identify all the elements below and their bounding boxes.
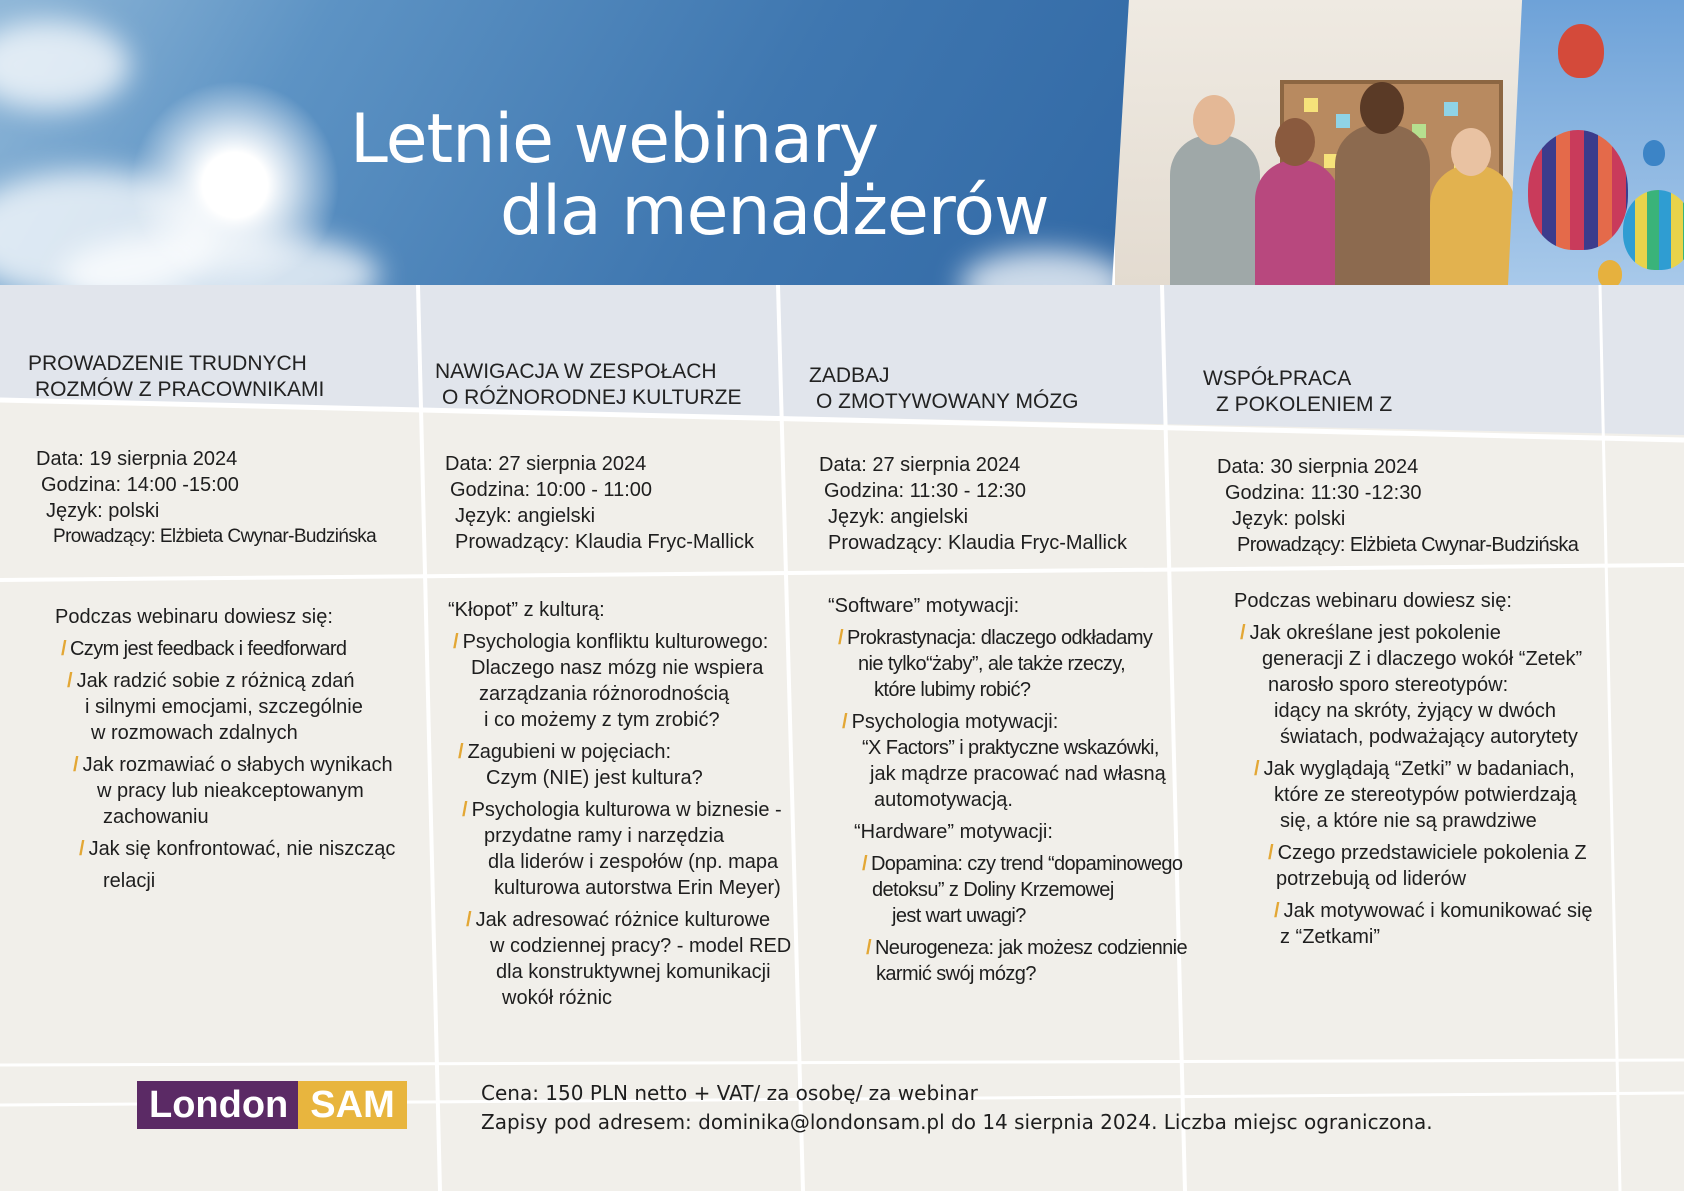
- footer-info: [481, 1079, 1433, 1137]
- londonsam-logo: [137, 1081, 407, 1129]
- person-figure: [1255, 160, 1340, 285]
- topic-item: / Jak adresować różnice kulturowe w codziennej pracy? - model RED dla konstruktywnej komunikacji wokół różnic: [466, 909, 792, 1009]
- slash-bullet-icon: /: [67, 670, 73, 692]
- webinar-card-2: [435, 359, 795, 411]
- topic-item: / Prokrastynacja: dlaczego odkładamy nie tylko“żaby”, ale także rzeczy, które lubimy robić?: [838, 627, 1153, 701]
- person-figure: [1335, 125, 1430, 285]
- balloon: [1623, 190, 1684, 270]
- topics-intro: “Software” motywacji:: [828, 595, 1020, 617]
- webinar-date: Data: 27 sierpnia 2024: [445, 453, 647, 475]
- webinar-topics-3: [828, 593, 1208, 993]
- topic-item: / Dopamina: czy trend “dopaminowego detoksu” z Doliny Krzemowej jest wart uwagi?: [862, 853, 1183, 927]
- balloon: [1558, 24, 1604, 78]
- person-figure: [1170, 135, 1260, 285]
- balloon: [1643, 140, 1665, 166]
- webinar-title: PROWADZENIE TRUDNYCH ROZMÓW Z PRACOWNIKAMI: [28, 352, 325, 401]
- cloud: [960, 250, 1130, 285]
- webinar-host: Prowadzący: Klaudia Fryc-Mallick: [455, 531, 754, 553]
- webinar-card-4: [1203, 366, 1603, 418]
- webinar-date: Data: 27 sierpnia 2024: [819, 454, 1021, 476]
- slash-bullet-icon: /: [1268, 842, 1274, 864]
- topics-intro-2: “Hardware” motywacji:: [854, 821, 1053, 843]
- signup-text: Zapisy pod adresem: dominika@londonsam.pl do 14 sierpnia 2024. Liczba miejsc ograniczona.: [481, 1110, 1433, 1134]
- slash-bullet-icon: /: [838, 627, 843, 649]
- webinar-card-1: [28, 351, 428, 403]
- topic-item: / Jak określane jest pokolenie generacji Z i dlaczego wokół “Zetek” narosło sporo stereotypów: idący na skróty, żyjący w dwóch światach, podważający autorytety: [1240, 622, 1583, 748]
- webinar-title: NAWIGACJA W ZESPOŁACH O RÓŻNORODNEJ KULTURZE: [435, 360, 742, 409]
- price-text: Cena: 150 PLN netto + VAT/ za osobę/ za webinar: [481, 1081, 978, 1105]
- topic-item: / Czym jest feedback i feedforward: [61, 638, 347, 660]
- webinar-title: WSPÓŁPRACA Z POKOLENIEM Z: [1203, 367, 1393, 416]
- topics-intro: “Kłopot” z kulturą:: [448, 599, 605, 621]
- topic-item: / Czego przedstawiciele pokolenia Z potrzebują od liderów: [1268, 842, 1587, 890]
- slash-bullet-icon: /: [842, 711, 848, 733]
- webinar-topics-1: [55, 604, 435, 900]
- webinar-host: Prowadzący: Elżbieta Cwynar-Budzińska: [1237, 534, 1579, 556]
- page-title: [350, 99, 1049, 251]
- topic-item: / Jak motywować i komunikować się z “Zetkami”: [1274, 900, 1593, 948]
- balloon: [1528, 130, 1628, 250]
- webinar-language: Język: angielski: [455, 505, 596, 527]
- webinar-language: Język: angielski: [828, 506, 969, 528]
- title-line-1: Letnie webinary: [350, 99, 879, 179]
- webinar-title: ZADBAJ O ZMOTYWOWANY MÓZG: [809, 364, 1079, 413]
- slash-bullet-icon: /: [79, 838, 85, 860]
- webinar-host: Prowadzący: Elżbieta Cwynar-Budzińska: [53, 526, 377, 547]
- topic-item: / Jak wyglądają “Zetki” w badaniach, które ze stereotypów potwierdzają się, a które nie są prawdziwe: [1254, 758, 1577, 832]
- slash-bullet-icon: /: [462, 799, 468, 821]
- slash-bullet-icon: /: [61, 638, 66, 660]
- webinar-details-3: [819, 452, 1179, 556]
- people-photo: [1112, 0, 1535, 285]
- webinar-details-4: [1217, 454, 1637, 558]
- topics-intro: Podczas webinaru dowiesz się:: [55, 606, 333, 628]
- balloon: [1598, 260, 1622, 285]
- title-line-2: dla menadżerów: [500, 171, 1049, 251]
- slash-bullet-icon: /: [458, 741, 464, 763]
- webinar-date: Data: 19 sierpnia 2024: [36, 448, 238, 470]
- topic-item: / Jak radzić sobie z różnicą zdań i silnymi emocjami, szczególnie w rozmowach zdalnych: [67, 670, 363, 744]
- cloud: [0, 20, 130, 110]
- topic-item: / Jak się konfrontować, nie niszcząc relacji: [79, 838, 396, 892]
- slash-bullet-icon: /: [1240, 622, 1246, 644]
- webinar-details-2: [445, 451, 795, 555]
- slash-bullet-icon: /: [453, 631, 459, 653]
- slash-bullet-icon: /: [1274, 900, 1280, 922]
- topic-item: / Psychologia konfliktu kulturowego: Dlaczego nasz mózg nie wspiera zarządzania różnorodnością i co możemy z tym zrobić?: [453, 631, 769, 731]
- slash-bullet-icon: /: [466, 909, 472, 931]
- webinar-time: Godzina: 14:00 -15:00: [41, 474, 239, 496]
- webinar-language: Język: polski: [46, 500, 160, 522]
- topic-item: / Zagubieni w pojęciach: Czym (NIE) jest kultura?: [458, 741, 703, 789]
- slash-bullet-icon: /: [73, 754, 79, 776]
- webinar-host: Prowadzący: Klaudia Fryc-Mallick: [828, 532, 1127, 554]
- slash-bullet-icon: /: [1254, 758, 1260, 780]
- topic-item: / Psychologia motywacji: “X Factors” i praktyczne wskazówki, jak mądrze pracować nad własną automotywacją.: [842, 711, 1166, 811]
- person-figure: [1430, 165, 1515, 285]
- slash-bullet-icon: /: [862, 853, 867, 875]
- topic-item: / Psychologia kulturowa w biznesie - przydatne ramy i narzędzia dla liderów i zespołów (np. mapa kulturowa autorstwa Erin Meyer): [462, 799, 782, 899]
- webinar-card-3: [809, 363, 1179, 415]
- logo-text-london: London: [137, 1081, 298, 1129]
- slash-bullet-icon: /: [866, 937, 871, 959]
- webinar-date: Data: 30 sierpnia 2024: [1217, 456, 1419, 478]
- topic-item: / Neurogeneza: jak możesz codziennie karmić swój mózg?: [866, 937, 1187, 985]
- webinar-topics-4: [1234, 588, 1654, 956]
- webinar-details-1: [36, 446, 436, 550]
- webinar-topics-2: [448, 597, 798, 1017]
- topic-item: / Jak rozmawiać o słabych wynikach w pracy lub nieakceptowanym zachowaniu: [73, 754, 393, 828]
- sun-image: [130, 80, 340, 285]
- balloons-photo: [1508, 0, 1684, 285]
- webinar-time: Godzina: 11:30 -12:30: [1225, 482, 1422, 504]
- webinar-time: Godzina: 11:30 - 12:30: [824, 480, 1026, 502]
- hero-banner: [0, 0, 1684, 285]
- topics-intro: Podczas webinaru dowiesz się:: [1234, 590, 1512, 612]
- logo-text-sam: SAM: [298, 1081, 406, 1129]
- webinar-time: Godzina: 10:00 - 11:00: [450, 479, 652, 501]
- webinar-language: Język: polski: [1232, 508, 1346, 530]
